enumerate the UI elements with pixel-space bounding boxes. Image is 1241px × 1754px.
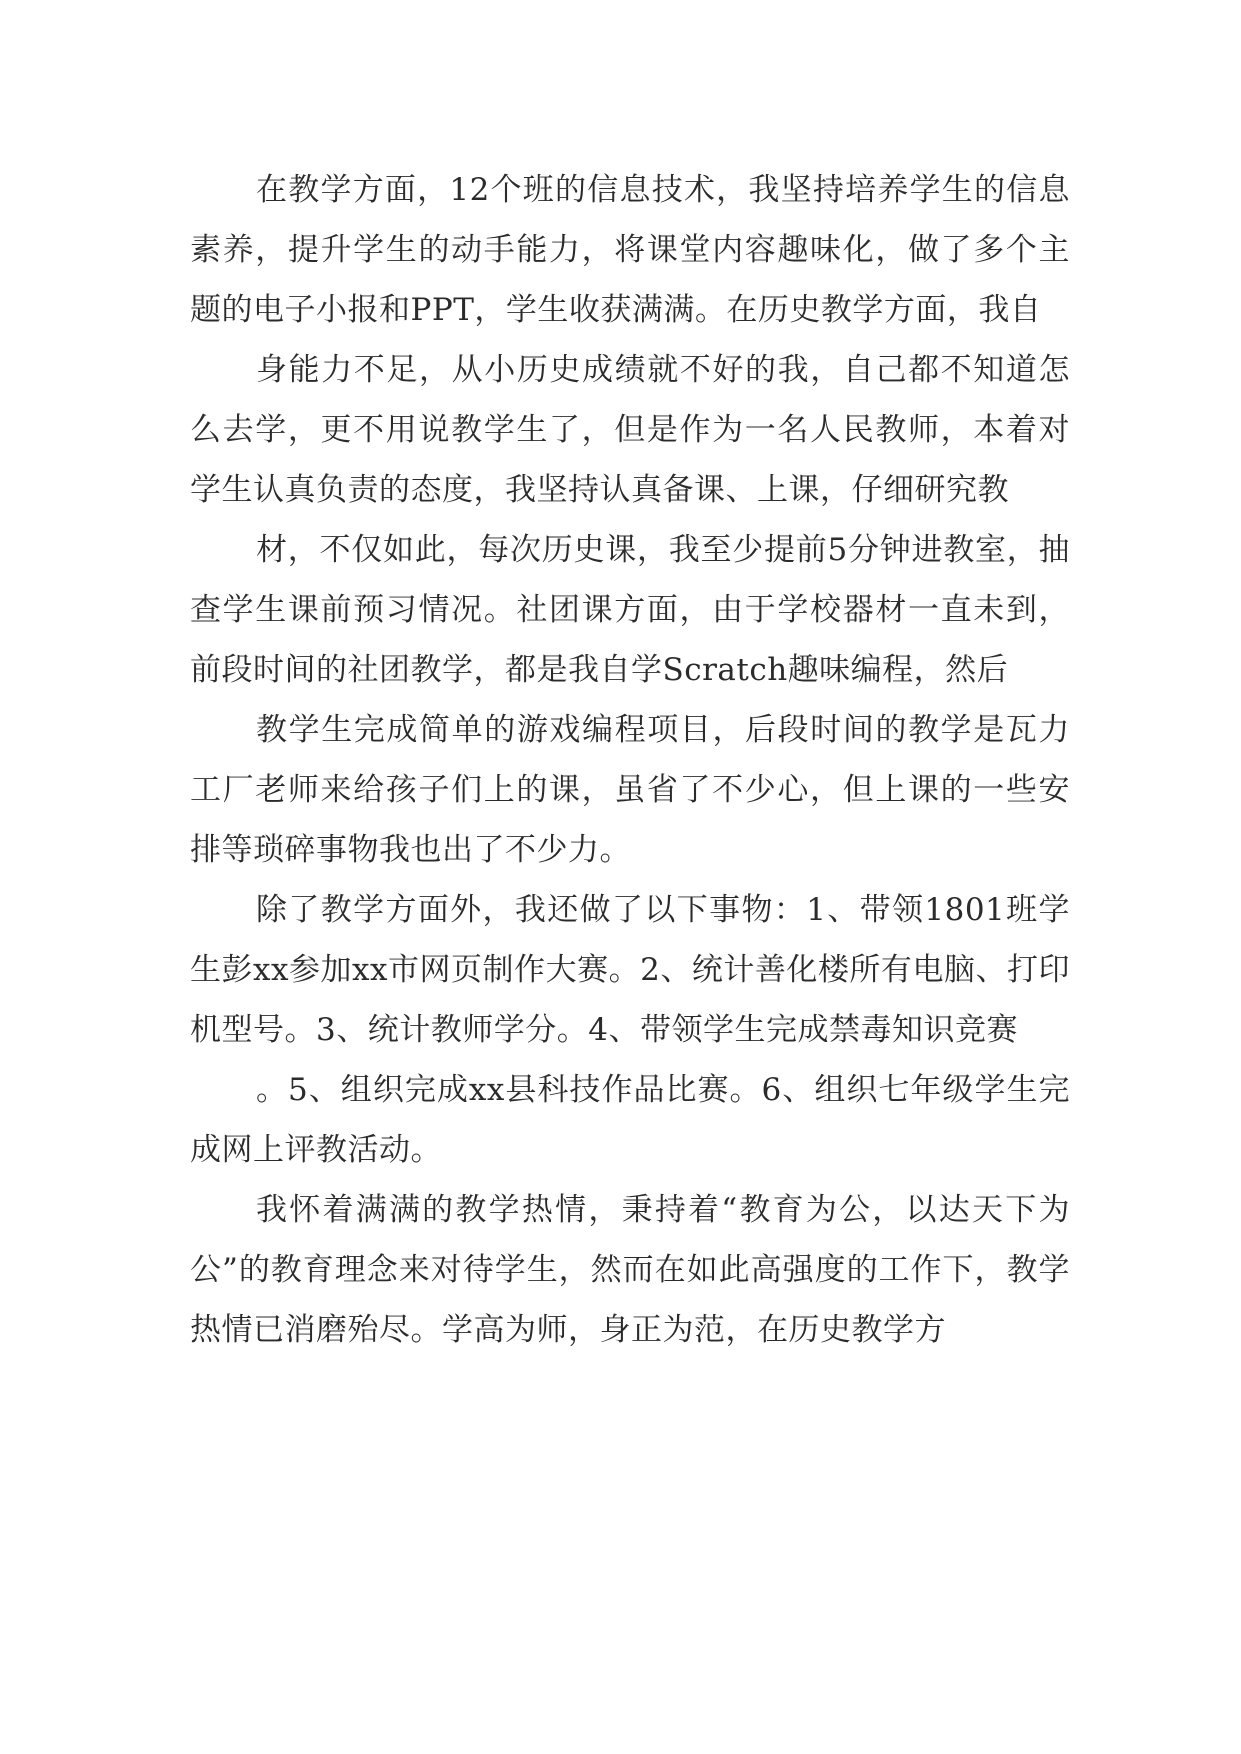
paragraph-3: 材，不仅如此，每次历史课，我至少提前5分钟进教室，抽查学生课前预习情况。社团课方面，由于学校器材一直未到，前段时间的社团教学，都是我自学Scratch趣味编程，然后: [190, 532, 1070, 688]
paragraph-6: 。5、组织完成xx县科技作品比赛。6、组织七年级学生完成网上评教活动。: [190, 1072, 1070, 1168]
paragraph-7: 我怀着满满的教学热情，秉持着“教育为公，以达天下为公”的教育理念来对待学生，然而在如此高强度的工作下，教学热情已消磨殆尽。学高为师，身正为范，在历史教学方: [190, 1192, 1070, 1348]
document-body: [190, 160, 1070, 1360]
paragraph-1: 在教学方面，12个班的信息技术，我坚持培养学生的信息素养，提升学生的动手能力，将课堂内容趣味化，做了多个主题的电子小报和PPT，学生收获满满。在历史教学方面，我自: [190, 172, 1070, 328]
paragraph-5: 除了教学方面外，我还做了以下事物：1、带领1801班学生彭xx参加xx市网页制作大赛。2、统计善化楼所有电脑、打印机型号。3、统计教师学分。4、带领学生完成禁毒知识竞赛: [190, 892, 1070, 1048]
paragraph-4: 教学生完成简单的游戏编程项目，后段时间的教学是瓦力工厂老师来给孩子们上的课，虽省了不少心，但上课的一些安排等琐碎事物我也出了不少力。: [190, 712, 1070, 868]
paragraph-2: 身能力不足，从小历史成绩就不好的我，自己都不知道怎么去学，更不用说教学生了，但是作为一名人民教师，本着对学生认真负责的态度，我坚持认真备课、上课，仔细研究教: [190, 352, 1070, 508]
